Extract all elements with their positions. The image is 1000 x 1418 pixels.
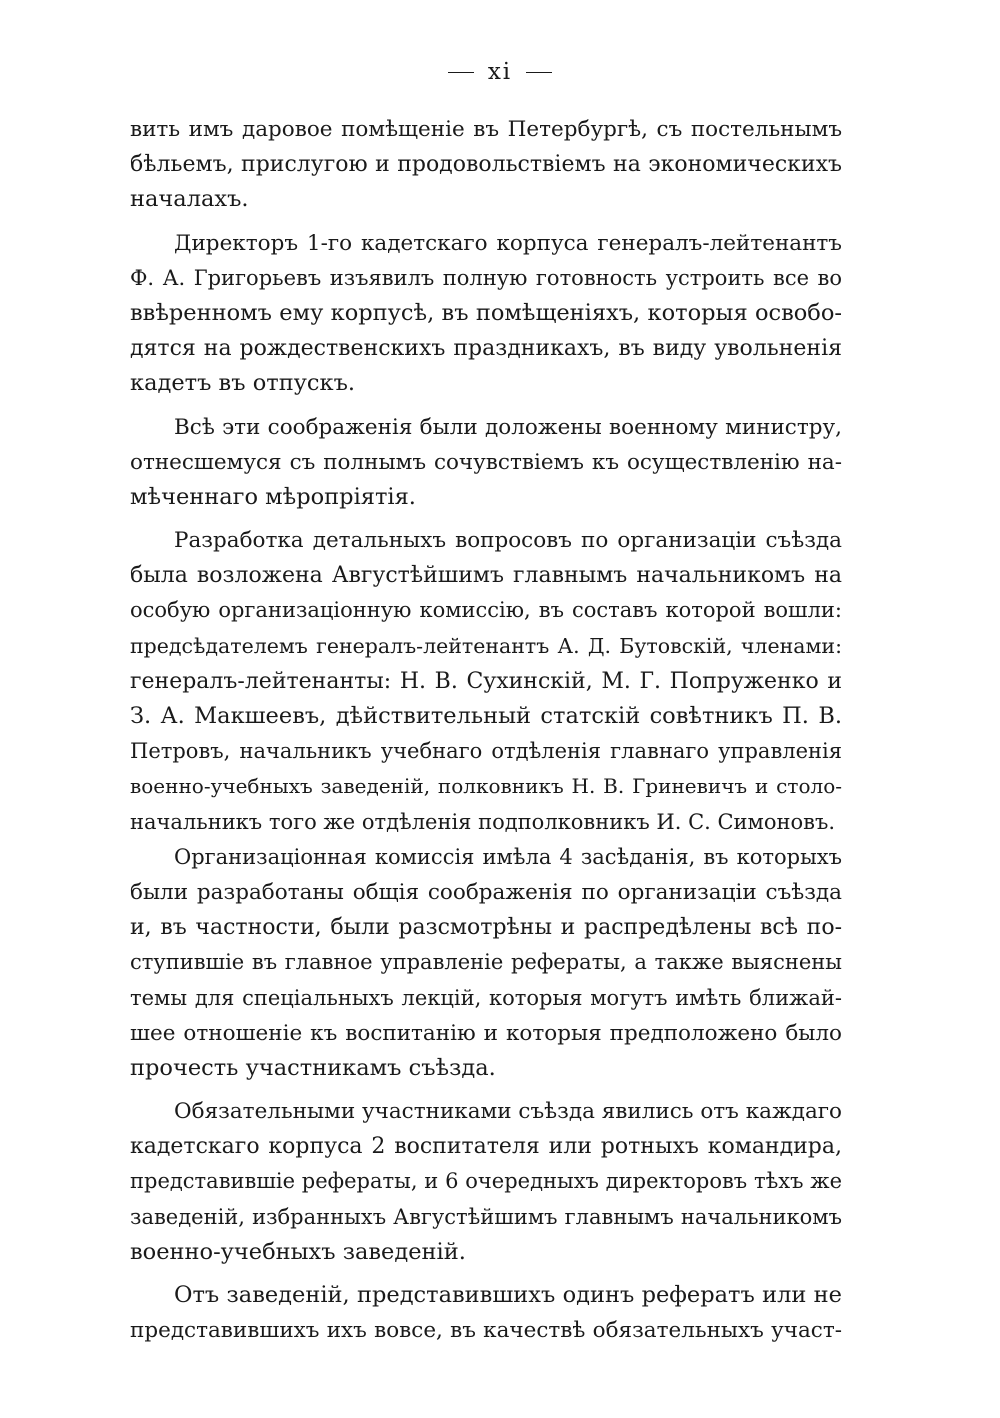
- text-line: вить имъ даровое помѣщеніе въ Петербургѣ, съ постельнымъ: [130, 117, 842, 142]
- text-line: были разработаны общія соображенія по организаціи съѣзда: [130, 879, 842, 905]
- text-line: ввѣренномъ ему корпусѣ, въ помѣщеніяхъ, которыя освобо-: [130, 299, 842, 326]
- text-line: Организаціонная комиссія имѣла 4 засѣданія, въ которыхъ: [174, 844, 842, 869]
- text-line: мѣченнаго мѣропріятія.: [130, 483, 416, 510]
- text-line: особую организаціонную комиссію, въ составъ которой вошли:: [130, 598, 842, 623]
- text-line: отнесшемуся съ полнымъ сочувствіемъ къ осуществленію на-: [130, 449, 842, 475]
- text-line: Обязательными участниками съѣзда явились отъ каждаго: [174, 1099, 842, 1125]
- paragraph-4: [130, 523, 842, 840]
- paragraph-6: [130, 1094, 842, 1270]
- left-dash: [448, 72, 474, 73]
- paragraph-5: [130, 840, 842, 1086]
- text-line: Отъ заведеній, представившихъ одинъ рефератъ или не: [174, 1282, 842, 1308]
- text-line: шее отношеніе къ воспитанію и которыя предположено было: [130, 1020, 842, 1046]
- text-line: З. А. Макшеевъ, дѣйствительный статскій совѣтникъ П. В.: [130, 703, 842, 729]
- text-line: представившіе рефераты, и 6 очередныхъ директоровъ тѣхъ же: [130, 1169, 842, 1194]
- text-line: темы для спеціальныхъ лекцій, которыя могутъ имѣть ближай-: [130, 985, 842, 1010]
- text-line: представившихъ ихъ вовсе, въ качествѣ обязательныхъ участ-: [130, 1318, 842, 1344]
- text-line: прочесть участникамъ съѣзда.: [130, 1054, 496, 1081]
- text-line: Ф. А. Григорьевъ изъявилъ полную готовность устроить все во: [130, 265, 842, 290]
- page-body: [130, 112, 842, 1348]
- text-line: заведеній, избранныхъ Августѣйшимъ главнымъ начальникомъ: [130, 1204, 842, 1229]
- paragraph-2: [130, 226, 842, 402]
- paragraph-1: [130, 112, 842, 218]
- text-line: началахъ.: [130, 186, 249, 213]
- text-line: военно-учебныхъ заведеній, полковникъ Н. В. Гриневичъ и столо-: [130, 774, 842, 799]
- text-line: бѣльемъ, прислугою и продовольствіемъ на экономическихъ: [130, 152, 842, 178]
- text-line: Всѣ эти соображенія были доложены военному министру,: [174, 414, 842, 440]
- text-line: ступившіе въ главное управленіе рефераты, а также выяснены: [130, 950, 842, 975]
- text-line: кадетъ въ отпускъ.: [130, 370, 356, 397]
- text-line: начальникъ того же отдѣленія подполковникъ И. С. Симоновъ.: [130, 809, 836, 834]
- text-line: предсѣдателемъ генералъ-лейтенантъ А. Д. Бутовскій, членами:: [130, 633, 842, 658]
- text-line: дятся на рождественскихъ праздникахъ, въ виду увольненія: [130, 336, 842, 362]
- paragraph-7: [130, 1278, 842, 1348]
- text-line: кадетскаго корпуса 2 воспитателя или ротныхъ командира,: [130, 1134, 842, 1160]
- text-line: и, въ частности, были разсмотрѣны и распредѣлены всѣ по-: [130, 915, 842, 941]
- text-line: военно-учебныхъ заведеній.: [130, 1238, 466, 1265]
- text-line: Петровъ, начальникъ учебнаго отдѣленія главнаго управленія: [130, 739, 842, 764]
- text-line: генералъ-лейтенанты: Н. В. Сухинскій, М. Г. Попруженко и: [130, 668, 842, 694]
- text-line: Разработка детальныхъ вопросовъ по организаціи съѣзда: [174, 528, 842, 554]
- text-line: была возложена Августѣйшимъ главнымъ начальникомъ на: [130, 563, 842, 589]
- page-number: xi: [487, 59, 513, 85]
- text-line: Директоръ 1-го кадетскаго корпуса генералъ-лейтенантъ: [174, 230, 842, 256]
- paragraph-3: [130, 410, 842, 516]
- page-header: [0, 58, 1000, 85]
- right-dash: [526, 72, 552, 73]
